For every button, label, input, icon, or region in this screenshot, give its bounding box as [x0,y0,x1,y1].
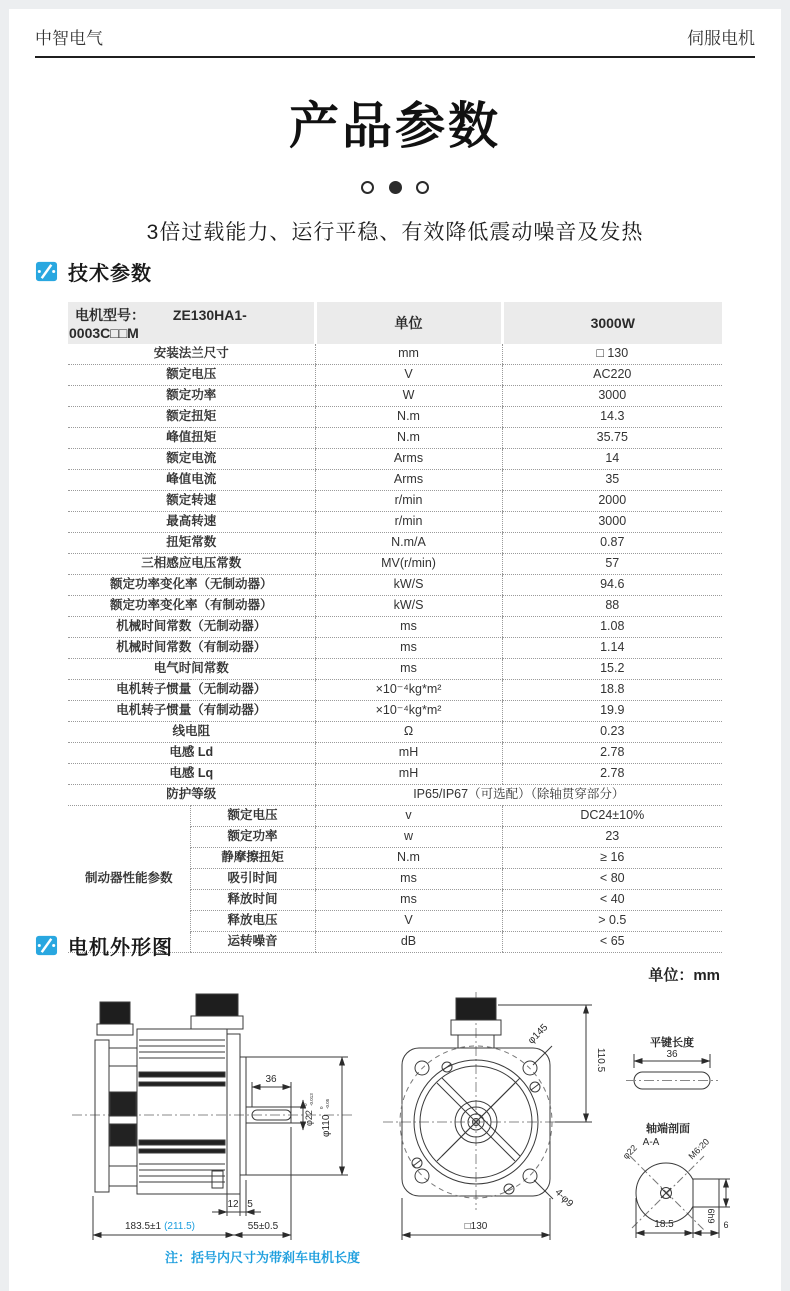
key-detail-drawing [626,1035,718,1089]
dim-mount-holes: 4-φ9 [552,1186,576,1210]
spec-unit: mm [315,344,502,365]
spec-label: 额定功率 [68,386,315,407]
table-row [68,491,722,512]
product-category: 伺服电机 [687,29,755,48]
spec-label: 额定功率变化率（无制动器） [68,575,315,596]
spec-unit: ×10⁻⁴kg*m² [315,680,502,701]
spec-unit: ×10⁻⁴kg*m² [315,701,502,722]
spec-label: 电感 Lq [68,764,315,785]
spec-value: 14 [502,449,722,470]
dot-indicator[interactable] [416,181,429,194]
table-header-row [68,302,722,344]
table-row [68,470,722,491]
spec-unit: Ω [315,722,502,743]
spec-value: 3000 [502,386,722,407]
dim-motor-length: 183.5±1 (211.5) [124,1221,196,1232]
table-row [68,533,722,554]
spec-value: 18.8 [502,680,722,701]
spec-label: 机械时间常数（无制动器） [68,617,315,638]
spec-label: 额定扭矩 [68,407,315,428]
spec-value: 3000 [502,512,722,533]
dim-shaft-diameter: φ22 [620,1142,640,1162]
spec-label: 额定功率 [190,827,315,848]
spec-unit: N.m/A [315,533,502,554]
table-row [68,617,722,638]
spec-label: 峰值电流 [68,470,315,491]
spec-label: 三相感应电压常数 [68,554,315,575]
shaft-section-title: 轴端剖面 [646,1123,690,1135]
spec-unit: N.m [315,848,502,869]
dim-key-offset: 18.5 [654,1219,674,1230]
spec-unit: MV(r/min) [315,554,502,575]
dim-flange-thickness: 12 [227,1199,239,1210]
model-label: 电机型号： [75,307,145,323]
spec-label: 额定功率变化率（有制动器） [68,596,315,617]
spec-value: < 65 [502,932,722,953]
spec-table [68,302,722,953]
dot-indicator-active[interactable] [389,181,402,194]
spec-label: 扭矩常数 [68,533,315,554]
spec-value: 2.78 [502,743,722,764]
spec-unit: ms [315,617,502,638]
spec-value: 1.08 [502,617,722,638]
spec-value: 0.23 [502,722,722,743]
unit-note: 单位：mm [648,967,720,984]
spec-label: 防护等级 [68,785,315,806]
spec-value: AC220 [502,365,722,386]
spec-value: □ 130 [502,344,722,365]
table-row [68,386,722,407]
table-row [68,554,722,575]
spec-unit: V [315,365,502,386]
table-row [68,428,722,449]
model-number: ZE130HA1-0003C□□M [69,307,247,341]
spec-unit: kW/S [315,596,502,617]
spec-label: 额定电压 [190,806,315,827]
spec-label: 峰值扭矩 [68,428,315,449]
spec-value: > 0.5 [502,911,722,932]
page-frame [0,0,790,9]
spec-unit: w [315,827,502,848]
brand-name: 中智电气 [35,29,103,48]
table-row [68,701,722,722]
spec-value: 14.3 [502,407,722,428]
side-view-drawing [72,994,352,1240]
shaft-tolerance-upper: 0 [303,1103,308,1106]
dim-bolt-circle: φ145 [526,1022,551,1047]
spec-label: 线电阻 [68,722,315,743]
product-tagline: 3倍过载能力、运行平稳、有效降低震动噪音及发热 [146,221,644,244]
table-row [68,575,722,596]
brake-length-note: 注：括号内尺寸为带刹车电机长度 [165,1250,361,1265]
spec-value: IP65/IP67（可选配）（除轴贯穿部分） [315,785,722,806]
spec-value: 0.87 [502,533,722,554]
spec-value: 88 [502,596,722,617]
spec-unit: Arms [315,470,502,491]
motor-outline-drawing [0,988,790,1250]
spec-unit: v [315,806,502,827]
spec-unit: mH [315,764,502,785]
spec-unit: ms [315,890,502,911]
table-row [68,638,722,659]
spec-value: 15.2 [502,659,722,680]
spec-unit: ms [315,638,502,659]
spec-value: DC24±10% [502,806,722,827]
table-row [68,785,722,806]
spec-value: 1.14 [502,638,722,659]
spec-value: ≥ 16 [502,848,722,869]
unit-column-header: 单位 [315,302,502,344]
motor-icon [35,260,58,283]
spec-label: 吸引时间 [190,869,315,890]
spec-unit: N.m [315,407,502,428]
dim-flange-diameter: φ110 [321,1114,332,1137]
spec-unit: V [315,911,502,932]
key-detail-title: 平键长度 [650,1037,694,1049]
spec-unit: mH [315,743,502,764]
value-column-header: 3000W [502,302,722,344]
spec-label: 安装法兰尺寸 [68,344,315,365]
spec-value: < 80 [502,869,722,890]
dim-boss-thickness: 5 [247,1199,253,1210]
table-row [68,764,722,785]
table-row [68,743,722,764]
model-header-cell [68,302,315,344]
spec-label: 额定电流 [68,449,315,470]
carousel-dots [0,181,790,194]
flange-tolerance-lower: -0.05 [325,1098,330,1109]
spec-unit: r/min [315,491,502,512]
flange-tolerance-upper: 0 [319,1106,324,1109]
front-view-drawing [383,992,606,1240]
spec-value: 2.78 [502,764,722,785]
spec-label: 电机转子惯量（无制动器） [68,680,315,701]
spec-label: 电机转子惯量（有制动器） [68,701,315,722]
spec-value: 35.75 [502,428,722,449]
spec-unit: Arms [315,449,502,470]
section-header-outline [35,931,173,960]
table-row [68,449,722,470]
spec-value: 94.6 [502,575,722,596]
spec-value: 57 [502,554,722,575]
page-title: 产品参数 [289,98,501,154]
spec-label: 电气时间常数 [68,659,315,680]
spec-label: 释放时间 [190,890,315,911]
dim-key-length: 36 [265,1074,277,1085]
spec-unit: N.m [315,428,502,449]
section-label: A-A [642,1137,660,1148]
table-row [68,365,722,386]
dim-shaft-length: 55±0.5 [247,1221,279,1232]
table-row [68,596,722,617]
spec-value: 19.9 [502,701,722,722]
table-row [68,806,722,827]
header-divider [35,56,755,58]
dim-flange-width: □130 [464,1221,488,1232]
spec-value: 35 [502,470,722,491]
spec-table-body [68,344,722,953]
dim-height: 110.5 [595,1047,606,1073]
spec-label: 额定电压 [68,365,315,386]
table-row [68,722,722,743]
spec-unit: r/min [315,512,502,533]
section-title: 技术参数 [68,263,152,285]
brake-group-label: 制动器性能参数 [68,806,190,953]
spec-label: 额定转速 [68,491,315,512]
spec-unit: ms [315,659,502,680]
spec-label: 电感 Ld [68,743,315,764]
spec-label: 机械时间常数（有制动器） [68,638,315,659]
spec-label: 最高转速 [68,512,315,533]
dim-key-six: 6 [723,1220,729,1230]
spec-value: 2000 [502,491,722,512]
table-row [68,407,722,428]
spec-label: 释放电压 [190,911,315,932]
dim-shaft-diameter: φ22 [304,1110,314,1126]
section-title: 电机外形图 [68,937,173,959]
spec-label: 运转噪音 [190,932,315,953]
spec-unit: dB [315,932,502,953]
spec-unit: kW/S [315,575,502,596]
dot-indicator[interactable] [361,181,374,194]
table-row [68,344,722,365]
thread-spec: M6:20 [686,1136,712,1162]
section-header-tech [35,257,152,286]
spec-unit: W [315,386,502,407]
shaft-tolerance-lower: -0.013 [309,1093,314,1106]
table-row [68,680,722,701]
spec-value: < 40 [502,890,722,911]
dim-key-length: 36 [666,1049,678,1060]
dim-key-width: 6h9 [706,1208,716,1224]
spec-value: 23 [502,827,722,848]
table-row [68,659,722,680]
table-row [68,512,722,533]
spec-unit: ms [315,869,502,890]
shaft-section-drawing [621,1121,730,1238]
spec-label: 静摩擦扭矩 [190,848,315,869]
motor-icon [35,934,58,957]
